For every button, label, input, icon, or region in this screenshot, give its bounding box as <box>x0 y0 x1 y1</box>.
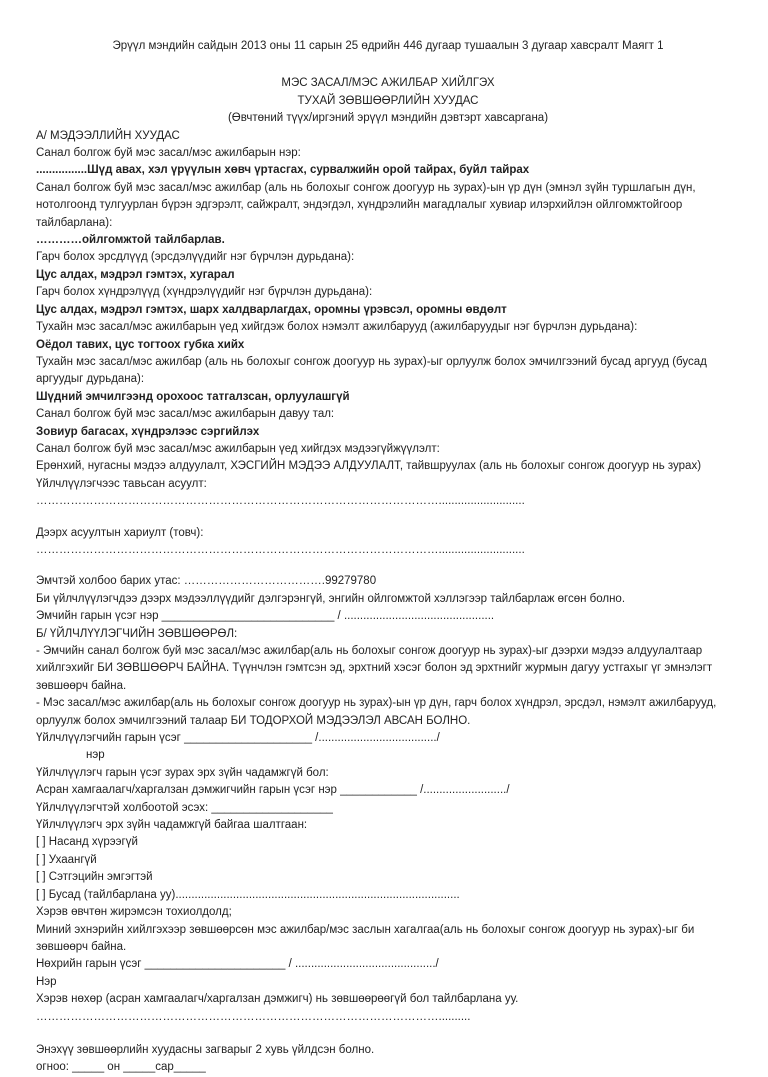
form-subtitle: (Өвчтөний түүх/иргэний эрүүл мэндийн дэвтэрт хавсаргана) <box>227 112 549 125</box>
header-reference: Эрүүл мэндийн сайдын 2013 оны 11 сарын 25 өдрийн 446 дугаар тушаалын 3 дугаар хавсралт Маягт 1 <box>112 40 664 52</box>
procedure-name-label: Санал болгож буй мэс засал/мэс ажилбарын нэр: <box>36 147 301 160</box>
form-title-line-1: МЭС ЗАСАЛ/МЭС АЖИЛБАР ХИЙЛГЭХ <box>281 77 495 90</box>
section-a-heading: А/ МЭДЭЭЛЛИЙН ХУУДАС <box>36 129 180 142</box>
anesthesia-value: Ерөнхий, нугасны мэдээ алдуулалт, ХЭСГИЙН МЭДЭЭ АЛДУУЛАЛТ, тайвшруулах (аль нь болохыг сонгож доогуур нь зурах) <box>36 460 702 473</box>
spouse-signature-line: Нөхрийн гарын үсэг ______________________ / ............................................/ <box>36 958 439 971</box>
alternatives-value: Шүдний эмчилгээнд орохоос татгалзсан, орлуулашгүй <box>36 390 350 403</box>
complications-value: Цус алдах, мэдрэл гэмтэх, шарх халдварлагдах, оромны үрэвсэл, оромны өвдөлт <box>36 303 507 316</box>
reason-checkbox-minor: [ ] Насанд хүрээгүй <box>36 836 138 849</box>
refusal-explanation-label: Хэрэв нөхөр (асран хамгаалагч/харгалзан дэмжигч) нь зөвшөөрөөгүй бол тайлбарлана уу. <box>36 993 519 1006</box>
additional-procedures-value: Оёдол тавих, цус тогтоох губка хийх <box>36 338 245 351</box>
copies-note: Энэхүү зөвшөөрлийн хуудасны загварыг 2 хувь үйлдсэн болно. <box>36 1043 375 1056</box>
reason-checkbox-other: [ ] Бусад (тайлбарлана уу)......................................................................................... <box>36 888 460 901</box>
doctor-phone: Эмчтэй холбоо барих утас: ……………………………….99279780 <box>36 575 377 588</box>
date-line: огноо: _____ он _____сар_____ <box>36 1061 206 1074</box>
doctor-signature-line: Эмчийн гарын үсэг нэр ___________________________ / ............................................... <box>36 610 495 623</box>
refusal-explanation-field: …………………………………………………………………………………………….......... <box>36 1010 471 1023</box>
procedure-name-value: ................Шүд авах, хэл үрүүлын хөвч үртасгах, сурвалжийн орой тайрах, буйл тайрах <box>36 164 530 177</box>
doctor-statement: Би үйлчлүүлэгчдээ дээрх мэдээллүүдийг дэлгэрэнгүй, энгийн ойлгомжтой хэллэгээр тайлбарлаж өгсөн болно. <box>36 592 626 605</box>
additional-procedures-label: Тухайн мэс засал/мэс ажилбарын үед хийгдэж болох нэмэлт ажилбарууд (ажилбаруудыг нэг бүрчлэн дурьдана): <box>36 321 638 334</box>
benefits-value: Зовиур багасах, хүндрэлээс сэргийлэх <box>36 425 260 438</box>
procedure-outcome-value: …………ойлгомжтой тайлбарлав. <box>36 234 225 247</box>
answer-field: ……………………………………………………………………………………………........................... <box>36 543 525 556</box>
answer-label: Дээрх асуултын хариулт (товч): <box>36 526 204 539</box>
risks-label: Гарч болох эрсдлүүд (эрсдэлүүдийг нэг бүрчлэн дурьдана): <box>36 251 355 264</box>
reason-checkbox-mental: [ ] Сэтгэцийн эмгэгтэй <box>36 871 153 884</box>
spouse-consent-statement: Миний эхнэрийн хийлгэхээр зөвшөөрсөн мэс ажилбар/мэс заслын хагалгаа(аль нь болохыг сонгож доогуур нь зурах)-ыг би зөвшөөрч байна. <box>36 923 695 953</box>
patient-question-label: Үйлчлүүлэгчээс тавьсан асуулт: <box>36 477 207 490</box>
patient-name-label: нэр <box>86 749 105 762</box>
risks-value: Цус алдах, мэдрэл гэмтэх, хугарал <box>36 268 235 281</box>
spouse-name-label: Нэр <box>36 975 57 988</box>
form-title-line-2: ТУХАЙ ЗӨВШӨӨРЛИЙН ХУУДАС <box>297 94 479 107</box>
consent-statement-1: - Эмчийн санал болгож буй мэс засал/мэс ажилбар(аль нь болохыг сонгож доогуур нь зурах)-ыг дээрхи мэдээ алдуулалтаар хийлгэхийг БИ ЗӨВШӨӨРЧ БАЙНА. Түүнчлэн гэмтсэн эд, эрхтний хэсэг болон эд эрхтнийг журмын дагуу устгахыг үг эмнэлэгт зөвшөөрч байна. <box>36 645 713 692</box>
incapacity-reason-label: Үйлчлүүлэгч эрх зүйн чадамжгүй байгаа шалтгаан: <box>36 819 308 832</box>
consent-statement-2: - Мэс засал/мэс ажилбар(аль нь болохыг сонгож доогуур нь зурах)-ын үр дүн, гарч болох хүндрэл, эрсдэл, нэмэлт ажилбарууд, орлуулж болох эмчилгээний талаар БИ ТОДОРХОЙ МЭДЭЭЛЭЛ АВСАН БОЛНО. <box>36 697 717 727</box>
guardian-signature-line: Асран хамгаалагч/харгалзан дэмжигчийн гарын үсэг нэр ____________ /........................../ <box>36 784 510 797</box>
pregnancy-label: Хэрэв өвчтөн жирэмсэн тохиолдолд; <box>36 906 232 919</box>
patient-question-field: ……………………………………………………………………………………………........................... <box>36 495 525 508</box>
anesthesia-label: Санал болгож буй мэс засал/мэс ажилбарын үед хийгдэх мэдээгүйжүүлэлт: <box>36 442 440 455</box>
section-b-heading: Б/ ҮЙЛЧЛҮҮЛЭГЧИЙН ЗӨВШӨӨРӨЛ: <box>36 627 238 640</box>
relationship-line: Үйлчлүүлэгчтэй холбоотой эсэх: ___________________ <box>36 801 333 814</box>
alternatives-label: Тухайн мэс засал/мэс ажилбар (аль нь болохыг сонгож доогуур нь зурах)-ыг орлуулж болох эмчилгээний бусад аргууд (бусад аргуудыг дурьдана): <box>36 355 707 386</box>
complications-label: Гарч болох хүндрэлүүд (хүндрэлүүдийг нэг бүрчлэн дурьдана): <box>36 286 373 299</box>
benefits-label: Санал болгож буй мэс засал/мэс ажилбарын давуу тал: <box>36 408 335 421</box>
reason-checkbox-unconscious: [ ] Ухаангүй <box>36 853 97 866</box>
patient-signature-line: Үйлчлүүлэгчийн гарын үсэг ____________________ /...................................../ <box>36 732 440 745</box>
incapacity-label: Үйлчлүүлэгч гарын үсэг зурах эрх зүйн чадамжгүй бол: <box>36 766 329 779</box>
procedure-outcome-label: Санал болгож буй мэс засал/мэс ажилбар (аль нь болохыг сонгож доогуур нь зурах)-ын үр дүн (эмнэл зүйн туршлагын дүн, нотолгоонд тулгуурлан бүрэн эдгэрэлт, сайжралт, эндэгдэл, хүндрэлийн магадлалыг хувиар илэрхийлэн ойлгомжтойгоор тайлбарлана): <box>36 181 696 229</box>
